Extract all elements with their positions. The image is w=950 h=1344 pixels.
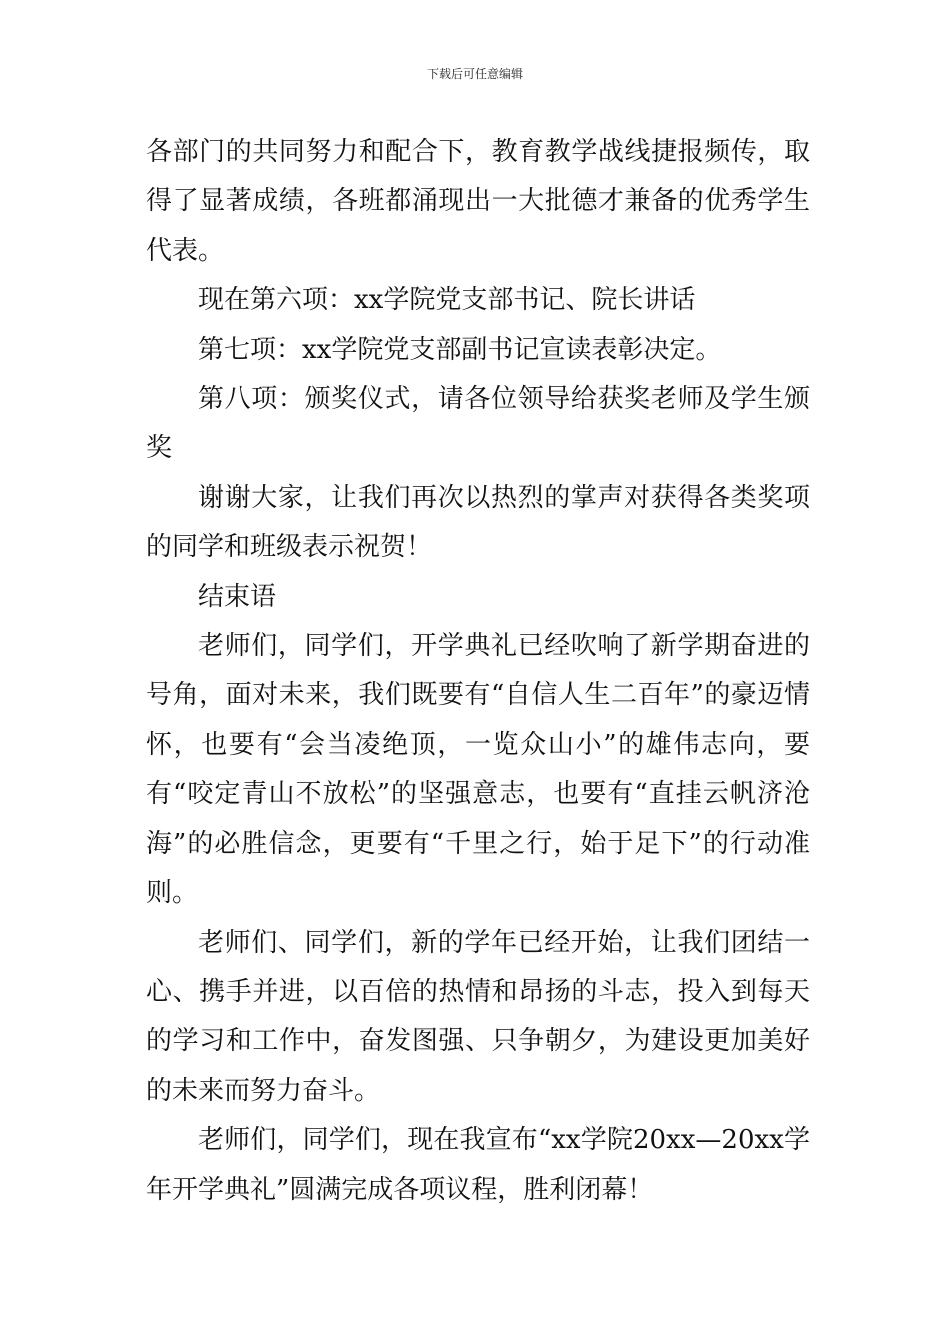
paragraph-closing-1: 老师们，同学们，开学典礼已经吹响了新学期奋进的号角，面对未来，我们既要有“自信人生二百年”的豪迈情怀，也要有“会当凌绝顶，一览众山小”的雄伟志向，要有“咬定青山不放松”的坚强意志，也要有“直挂云帆济沧海”的必胜信念，更要有“千里之行，始于足下”的行动准则。 [146, 631, 810, 909]
paragraph-continuation: 各部门的共同努力和配合下，教育教学战线捷报频传，取得了显著成绩，各班都涌现出一大批德才兼备的优秀学生代表。 [146, 137, 810, 266]
section-heading-closing: 结束语 [198, 581, 277, 612]
page-header: 下载后可任意编辑 [426, 67, 523, 81]
document-body [146, 128, 810, 1215]
paragraph-item-eight: 第八项：颁奖仪式，请各位领导给获奖老师及学生颁奖 [146, 384, 810, 464]
paragraph-closing-3: 老师们，同学们，现在我宣布“xx学院20xx—20xx学年开学典礼”圆满完成各项议程，胜利闭幕！ [146, 1125, 810, 1205]
paragraph-closing-2: 老师们、同学们，新的学年已经开始，让我们团结一心、携手并进，以百倍的热情和昂扬的斗志，投入到每天的学习和工作中，奋发图强、只争朝夕，为建设更加美好的未来而努力奋斗。 [146, 927, 810, 1106]
paragraph-item-seven: 第七项：xx学院党支部副书记宣读表彰决定。 [198, 334, 722, 365]
paragraph-thanks: 谢谢大家，让我们再次以热烈的掌声对获得各类奖项的同学和班级表示祝贺！ [146, 482, 810, 563]
paragraph-item-six: 现在第六项：xx学院党支部书记、院长讲话 [198, 285, 696, 316]
